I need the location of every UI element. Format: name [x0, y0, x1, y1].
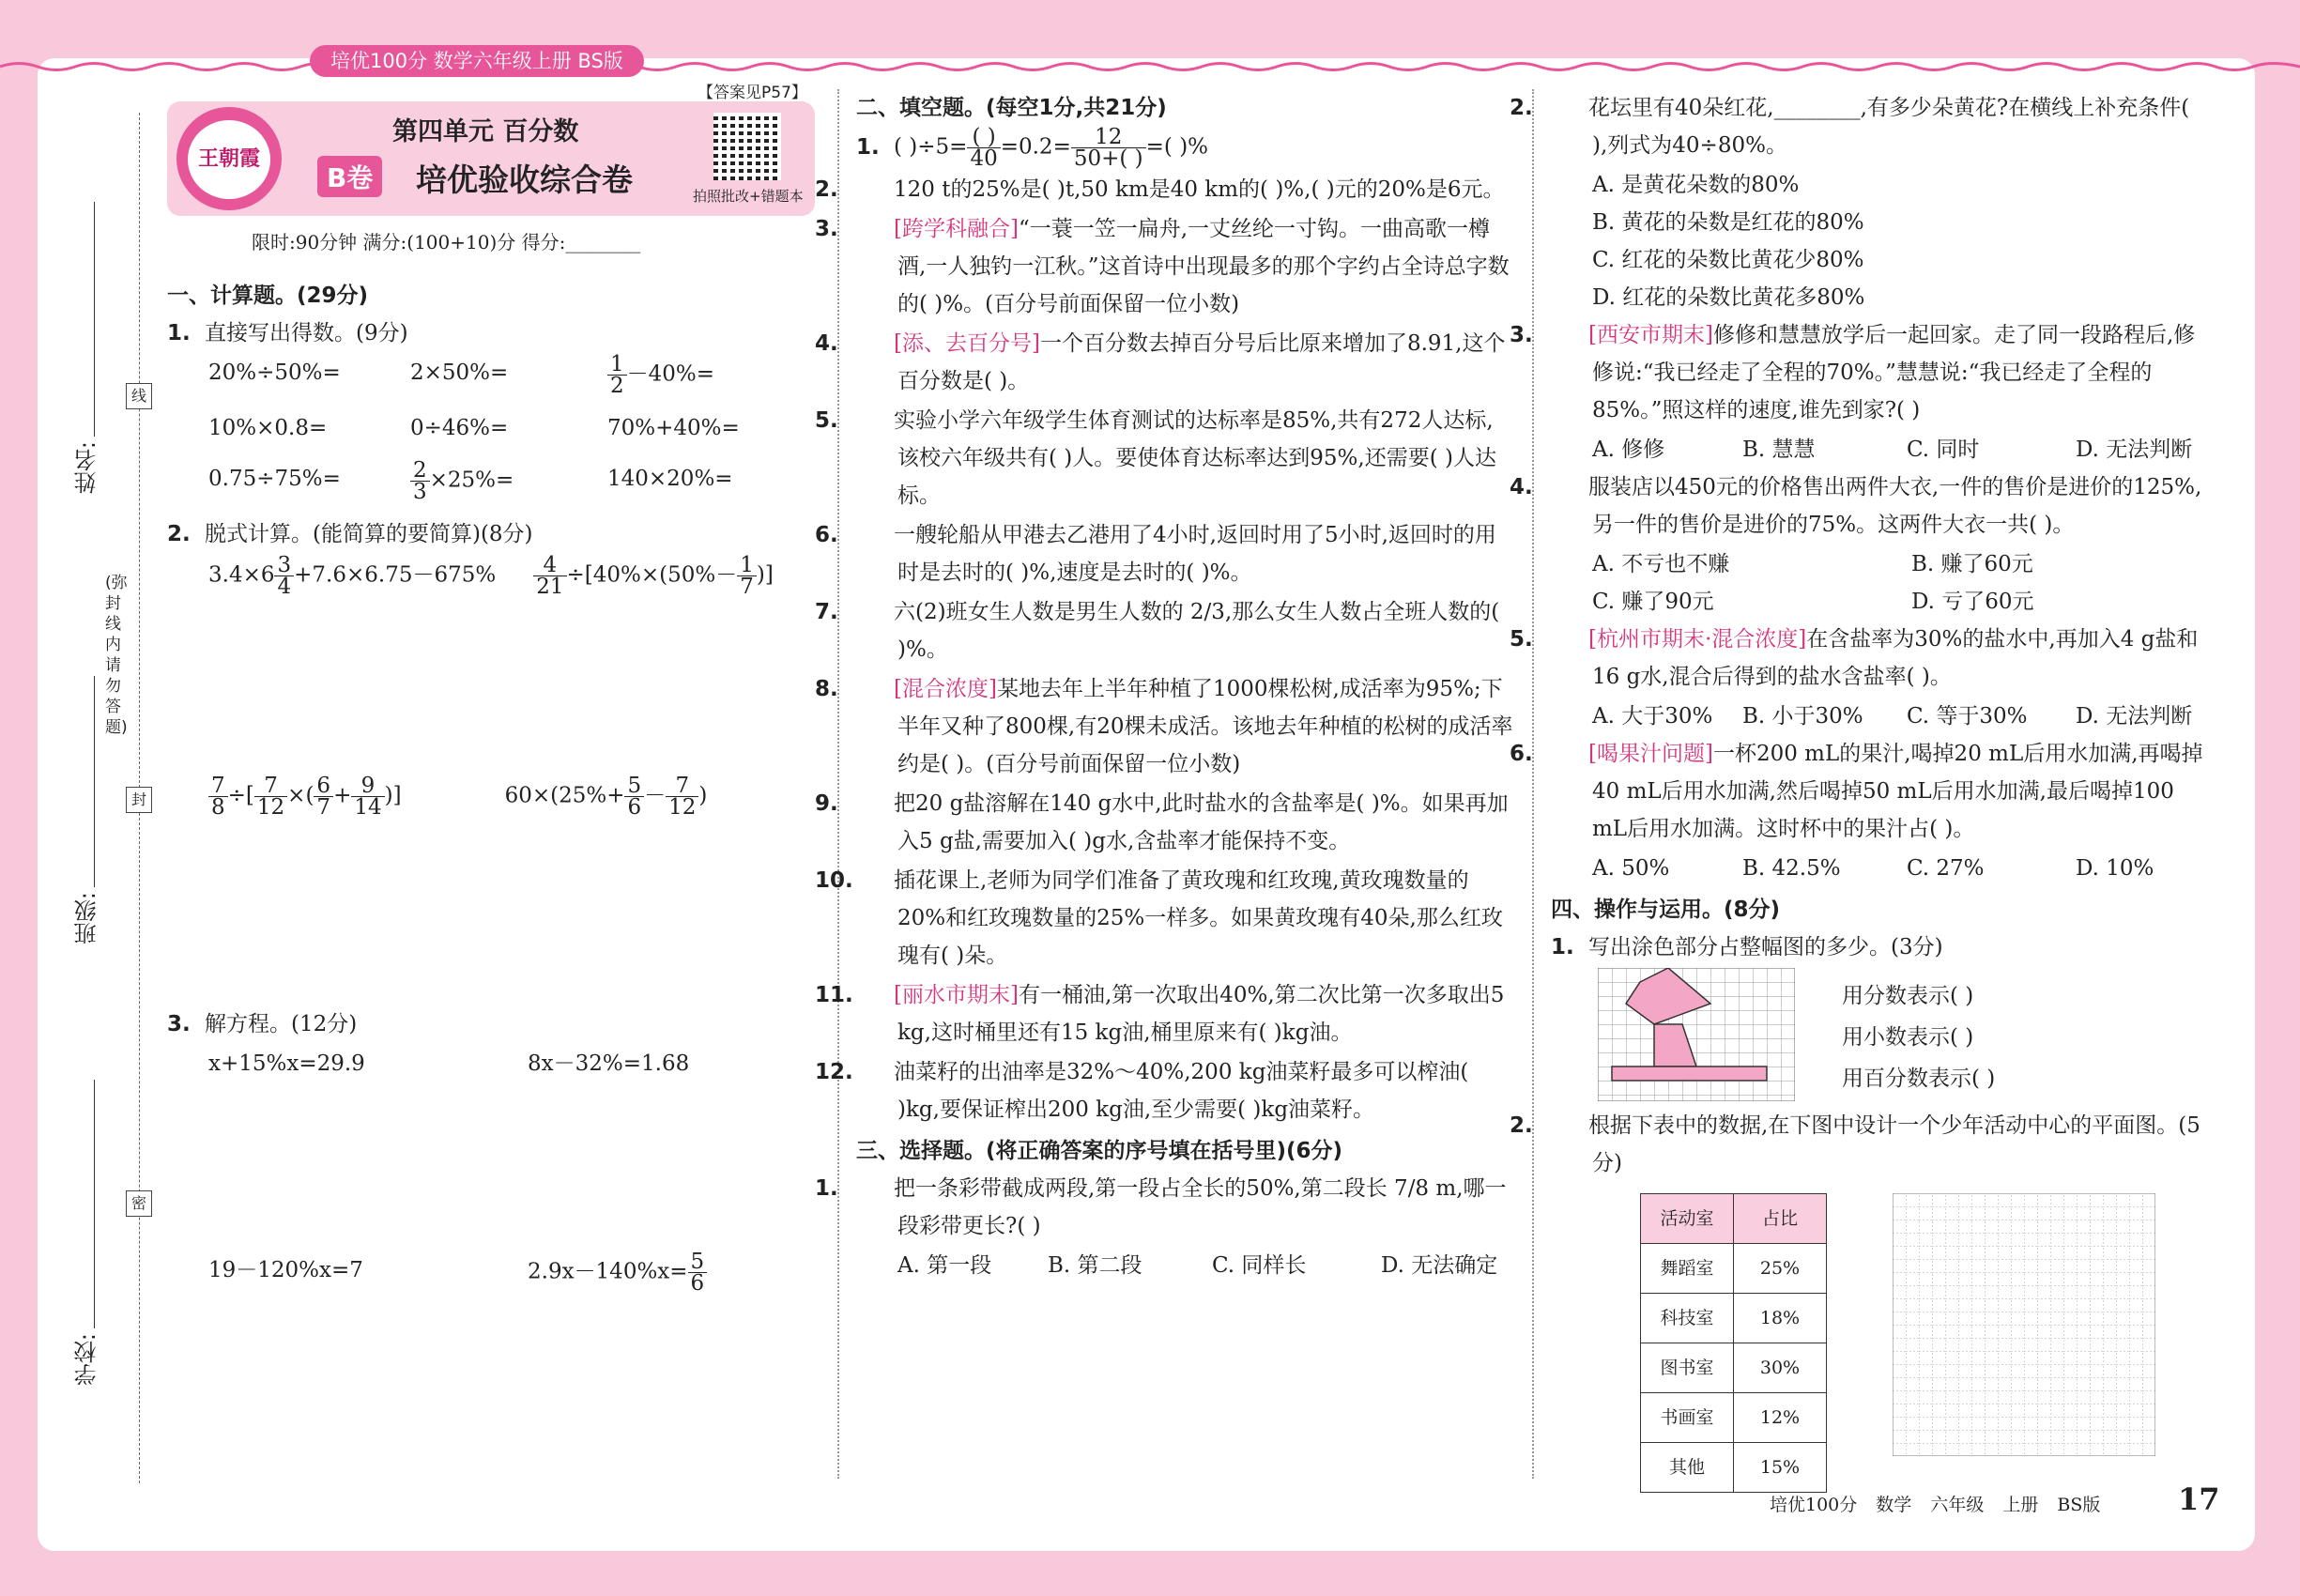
fill-item-6: 6. 一艘轮船从甲港去乙港用了4小时,返回时用了5小时,返回时的用时是去时的( )%,速度是去时的( )%。 — [815, 523, 1496, 585]
choice-options: A. 大于30% B. 小于30% C. 等于30% D. 无法判断 — [1592, 704, 2193, 729]
time-score-line: 限时:90分钟 满分:(100+10)分 得分:________ — [252, 231, 641, 253]
equation: 8x－32%=1.68 — [528, 1051, 690, 1076]
school-line — [94, 1080, 95, 1328]
qr-caption: 拍照批改+错题本 — [693, 188, 804, 205]
question-text: 直接写出得数。(9分) — [205, 321, 408, 345]
calc-item: 70%+40%= — [607, 416, 740, 440]
table-header: 活动室 占比 — [1641, 1194, 1827, 1244]
answer-reference: 【答案见P57】 — [698, 84, 807, 102]
fill-item-10: 10. 插花课上,老师为同学们准备了黄玫瑰和红玫瑰,黄玫瑰数量的20%和红玫瑰数量的25%一样多。如果黄玫瑰有40朵,那么红玫瑰有( )朵。 — [815, 868, 1503, 968]
fill-item-8: 8. [混合浓度]某地去年上半年种植了1000棵松树,成活率为95%;下半年又种了800棵,有20棵未成活。该地去年种植的松树的成活率约是( )。(百分号前面保留一位小数) — [815, 677, 1513, 776]
choice-item-4: 4. 服装店以450元的价格售出两件大衣,一件的售价是进价的125%,另一件的售价是进价的75%。这两件大衣一共( )。 — [1510, 475, 2202, 537]
calc-item: $\frac{1}{2}$ －40%= — [607, 354, 823, 396]
class-line — [94, 676, 95, 887]
step-calc-row — [167, 555, 815, 597]
choice-options: A. 修修 B. 慧慧 C. 同时 D. 无法判断 — [1592, 437, 2193, 462]
choice-options: A. 第一段 B. 第二段 C. 同样长 D. 无法确定 — [897, 1253, 1498, 1278]
page-number: 17 — [2178, 1481, 2220, 1517]
equation-row — [167, 1251, 815, 1294]
table-row: 图书室 30% — [1641, 1343, 1827, 1393]
operation-item-2: 2. 根据下表中的数据,在下图中设计一个少年活动中心的平面图。(5分) — [1510, 1113, 2200, 1175]
seal-mark-xian: 线 — [126, 383, 152, 409]
table-row: 书画室 12% — [1641, 1393, 1827, 1443]
step-calc-row — [167, 775, 815, 818]
activity-table — [1640, 1193, 1827, 1493]
choice-options: A. 不亏也不赚 B. 赚了60元 C. 赚了90元 D. 亏了60元 — [1592, 552, 2034, 614]
fill-item-7: 7. 六(2)班女生人数是男生人数的 2/3,那么女生人数占全班人数的( )%。 — [815, 600, 1500, 662]
shaded-figure-row — [1551, 968, 2208, 1101]
calc-item: $\frac{2}{3}$ ×25%= — [410, 460, 607, 502]
seal-note: (弥封线内请勿答题) — [105, 574, 128, 737]
shaded-grid-figure — [1598, 968, 1795, 1101]
seal-mark-mi: 密 — [126, 1190, 152, 1217]
question-text: 脱式计算。(能简算的要简算)(8分) — [205, 522, 533, 546]
name-label: 姓名: — [74, 441, 100, 495]
column-divider — [837, 89, 839, 1479]
question-text: 解方程。(12分) — [205, 1012, 358, 1036]
fill-item-3: 3. [跨学科融合]“一蓑一笠一扁舟,一丈丝纶一寸钩。一曲高歌一樽酒,一人独钓一江秋。”这首诗中出现最多的那个字约占全诗总字数的( )%。(百分号前面保留一位小数) — [815, 217, 1510, 316]
calc-item: $\frac{4}{21}$ ÷[40%×(50%－ $\frac{1}{7}$ )] — [533, 555, 774, 597]
fill-item-12: 12. 油菜籽的出油率是32%～40%,200 kg油菜籽最多可以榨油( )kg,要保证榨出200 kg油,至少需要( )kg油菜籽。 — [815, 1060, 1469, 1122]
fill-item-5: 5. 实验小学六年级学生体育测试的达标率是85%,共有272人达标,该校六年级共有( )人。要使体育达标率达到95%,还需要( )人达标。 — [815, 408, 1496, 508]
fill-item-1: 1. ( )÷5= $\frac{( )}{40}$ =0.2= $\frac{12}{50+( )}$ =( )% — [856, 125, 1209, 171]
equation-row — [167, 1045, 815, 1082]
calc-item: 0.75÷75%= — [208, 467, 341, 491]
choice-item-5: 5. [杭州市期末·混合浓度]在含盐率为30%的盐水中,再加入4 g盐和16 g水,混合后得到的盐水含盐率( )。 — [1510, 627, 2199, 689]
calc-item: 20%÷50%= — [208, 361, 341, 385]
seal-mark-feng: 封 — [126, 787, 152, 813]
shaded-answers: 用分数表示( ) 用小数表示( ) 用百分数表示( ) — [1842, 984, 1996, 1091]
choice-item-2: 2. 花坛里有40朵红花,________,有多少朵黄花?在横线上补充条件( ),列式为40÷80%。 — [1510, 96, 2190, 158]
brand-logo — [176, 107, 282, 210]
choice-item-3: 3. [西安市期末]修修和慧慧放学后一起回家。走了同一段路程后,修修说:“我已经走了全程的70%。”慧慧说:“我已经走了全程的85%。”照这样的速度,谁先到家?( ) — [1510, 323, 2196, 422]
choice-options: A. 50% B. 42.5% C. 27% D. 10% — [1592, 856, 2154, 881]
table-row: 舞蹈室 25% — [1641, 1244, 1827, 1294]
unit-title: 第四单元 百分数 — [392, 117, 579, 146]
paper-badge: B卷 — [317, 156, 382, 197]
fill-item-11: 11. [丽水市期末]有一桶油,第一次取出40%,第二次比第一次多取出5 kg,这时桶里还有15 kg油,桶里原来有( )kg油。 — [815, 983, 1505, 1045]
section-choice-continued: 2. 花坛里有40朵红花,________,有多少朵黄花?在横线上补充条件( ),列式为40÷80%。 A. 是黄花朵数的80% B. 黄花的朵数是红花的80% C. 红花的朵数比黄花少80% D. 红花的朵数比黄花多80% 3. [西安市期末]修修和慧慧放学后一起回家。走了同一段路程后,修修说:“我已经走了全程的70%。”慧慧说:“我已经走了全程的85%。”照这样的速度,谁先到家?( ) A. 修修 B. 慧慧 C. 同时 D. 无法判断 4. 服装店以450元的价格售出两件大衣,一件的售价是进价的125%,另一件的售价是进价的75%。这两件大衣一共( )。 A. 不亏也不赚 B. 赚了60元 C. 赚了90元 D. 亏了60元 5. [杭州市期末·混合浓度]在含盐率为30%的盐水中,再加入4 g盐和16 g水,混合后得到的盐水含盐率( )。 A. 大于30% B. 小于30% C. 等于30% D. 无法判断 6. [喝果汁问题]一杯200 mL的果汁,喝掉20 mL后用水加满,再喝掉40 mL后用水加满,然后喝掉50 mL后用水加满,最后喝掉100 mL后用水加满。这时杯中的果汁占( )。 A. 50% B. 42.5% C. 27% D. 10% 四、操作与运用。(8分) 1. 写出涂色部分占整幅图的多少。(3分) 用分数表示( ) 用小数表示( ) 用百分数表示( ) 2. 根据下表中的数据,在下图中设计一个少年活动中心的平面图。(5分) 活动室 占比 舞蹈室 25% 科技室 18% 图书室 30% 书画室 12% 其他 15% — [1551, 89, 2208, 1493]
fill-item-2: 2. 120 t的25%是( )t,50 km是40 km的( )%,( )元的20%是6元。 — [815, 177, 1505, 202]
calc-item: 3.4×6 $\frac{3}{4}$ +7.6×6.75－675% — [208, 553, 497, 599]
series-bar: 培优100分 数学六年级上册 BS版 — [310, 45, 644, 77]
question-text: 写出涂色部分占整幅图的多少。(3分) — [1588, 935, 1943, 959]
quick-calc-grid — [167, 354, 815, 502]
calc-item: 140×20%= — [607, 467, 733, 491]
paper-title: 培优验收综合卷 — [416, 161, 633, 198]
calc-item: 2×50%= — [410, 361, 509, 385]
choice-item-1: 1. 把一条彩带截成两段,第一段占全长的50%,第二段长 7/8 m,哪一段彩带更长?( ) — [815, 1176, 1507, 1238]
title-banner — [167, 84, 815, 216]
choice-options: A. 是黄花朵数的80% B. 黄花的朵数是红花的80% C. 红花的朵数比黄花少80% D. 红花的朵数比黄花多80% — [1592, 173, 1865, 310]
section-calculation: 一、计算题。(29分) 1. 直接写出得数。(9分) 20%÷50%= 2×50%= $\frac{1}{2}$ －40%= 10%×0.8= 0÷46%= 70%+40%= 0.75÷75%= $\frac{2}{3}$ ×25%= 140×20%= 2. 脱式计算。(能简算的要简算)(8分) 3.4×6 $\frac{3}{4}$ +7.6×6.75－675% $\frac{4}{21}$ ÷[40%×(50%－ $\frac{1}{7}$ )] $\frac{7}{8}$ ÷[ $\frac{7}{12}$ ×( $\frac{6}{7}$ + $\frac{9}{14}$ )] 60×(25%+ $\frac{5}{6}$ － $\frac{7}{12}$ ) 3. 解方程。(12分) x+15%x=29.9 8x－32%=1.68 19－120%x=7 2.9x－140%x= $\frac{5}{6}$ — [167, 277, 815, 1294]
class-label: 班级: — [74, 892, 100, 945]
section-title: 二、填空题。(每空1分,共21分) — [856, 96, 1167, 120]
choice-item-6: 6. [喝果汁问题]一杯200 mL的果汁,喝掉20 mL后用水加满,再喝掉40 mL后用水加满,然后喝掉50 mL后用水加满,最后喝掉100 mL后用水加满。这时杯中的果汁占( )。 — [1510, 742, 2203, 841]
activity-design-row — [1551, 1193, 2208, 1493]
table-row: 科技室 18% — [1641, 1294, 1827, 1343]
section-title: 三、选择题。(将正确答案的序号填在括号里)(6分) — [856, 1139, 1343, 1163]
footer-text: 培优100分 数学 六年级 上册 BS版 — [1770, 1495, 2101, 1515]
calc-item: 60×(25%+ $\frac{5}{6}$ － $\frac{7}{12}$ ) — [504, 774, 708, 820]
brand-logo-text: 王朝霞 — [188, 120, 270, 199]
table-row: 其他 15% — [1641, 1443, 1827, 1493]
design-grid[interactable] — [1893, 1193, 2155, 1456]
name-line — [94, 202, 95, 437]
fill-item-4: 4. [添、去百分号]一个百分数去掉百分号后比原来增加了8.91,这个百分数是( )。 — [815, 331, 1506, 393]
equation: 19－120%x=7 — [208, 1258, 363, 1282]
section-title: 四、操作与运用。(8分) — [1551, 898, 1781, 922]
section-fill-blank — [815, 89, 1513, 1284]
calc-item: 0÷46%= — [410, 416, 509, 440]
equation: x+15%x=29.9 — [208, 1051, 365, 1076]
calc-item: $\frac{7}{8}$ ÷[ $\frac{7}{12}$ ×( $\frac{6}{7}$ + $\frac{9}{14}$ )] — [208, 775, 402, 818]
equation: 2.9x－140%x= $\frac{5}{6}$ — [528, 1251, 837, 1294]
school-label: 学校: — [74, 1333, 100, 1387]
calc-item: 10%×0.8= — [208, 416, 328, 440]
fill-item-9: 9. 把20 g盐溶解在140 g水中,此时盐水的含盐率是( )%。如果再加入5 g盐,需要加入( )g水,含盐率才能保持不变。 — [815, 791, 1509, 853]
section-title: 一、计算题。(29分) — [167, 284, 369, 308]
